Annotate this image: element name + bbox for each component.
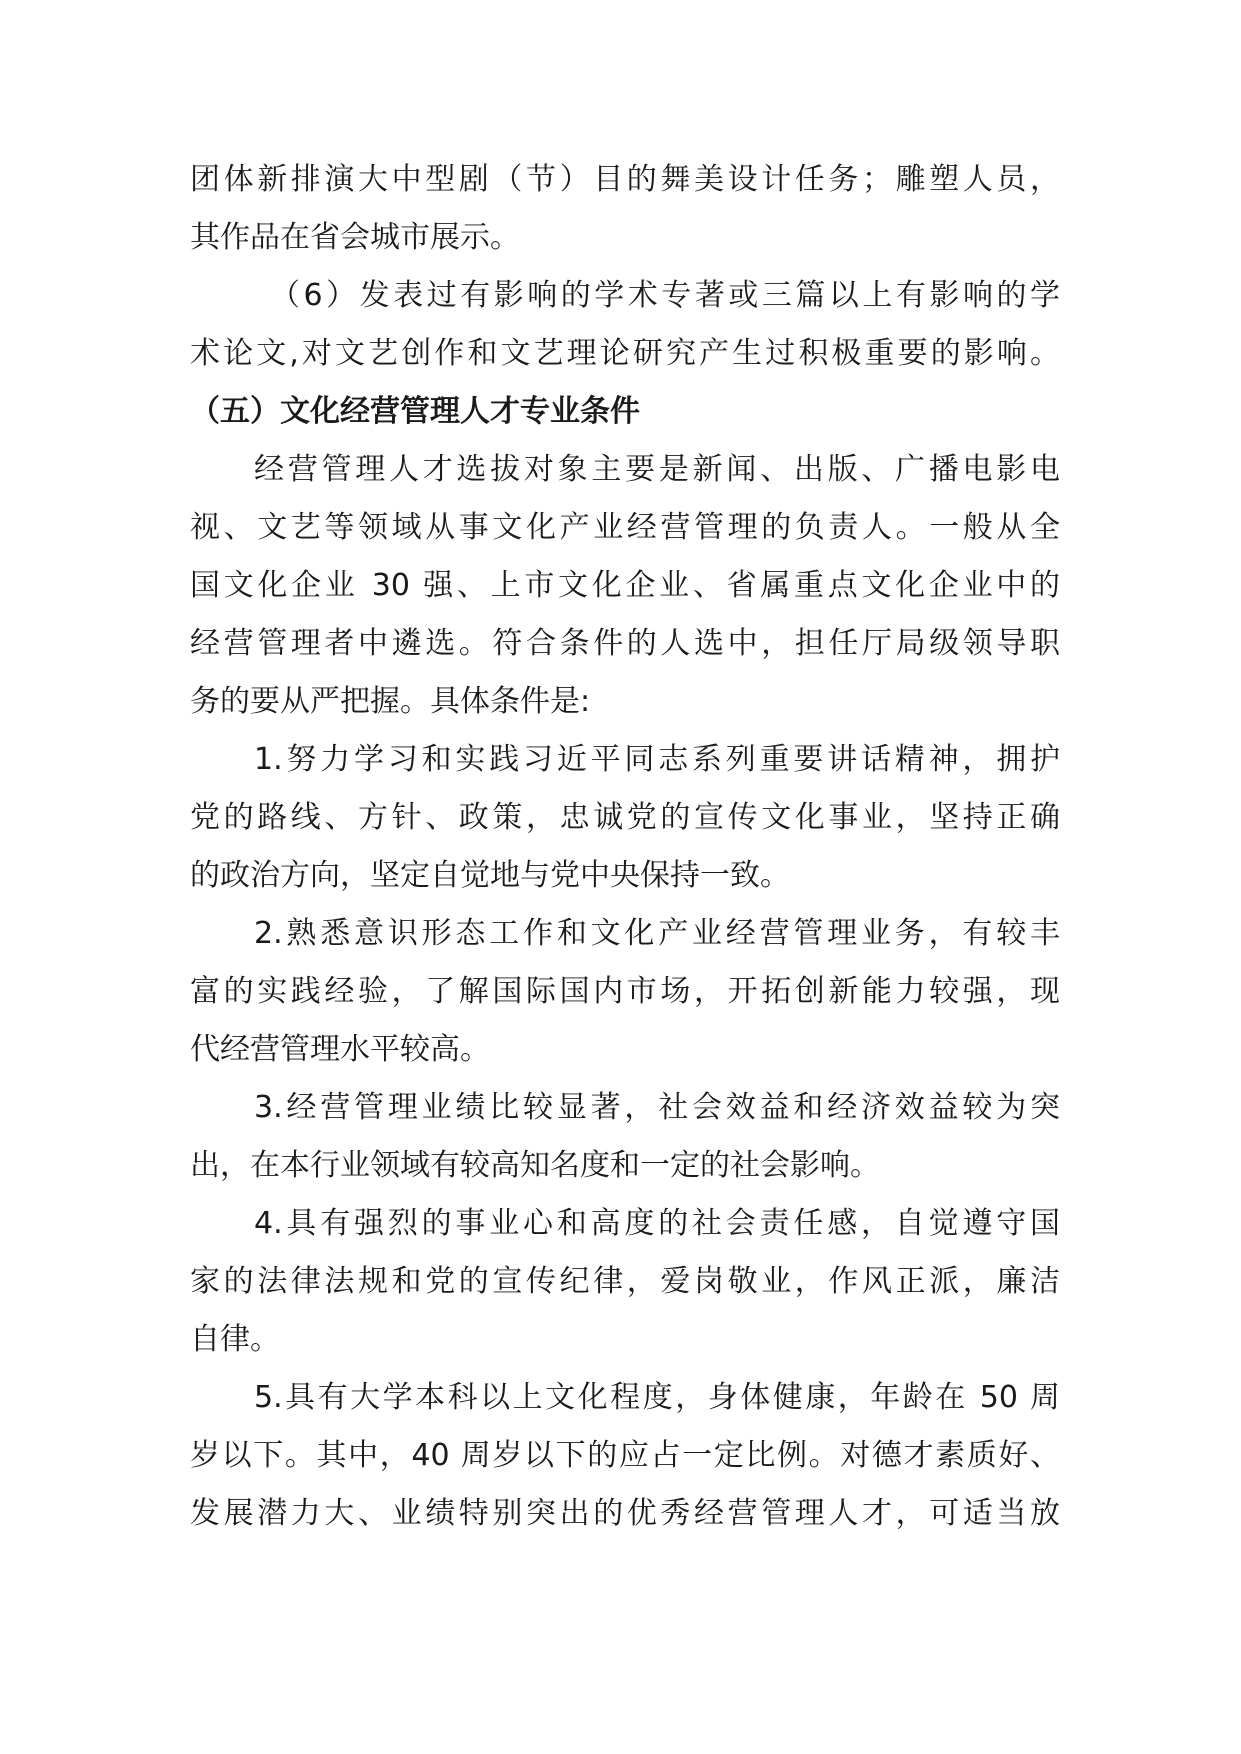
text-line: 术论文,对文艺创作和文艺理论研究产生过积极重要的影响。	[190, 336, 1060, 371]
text-line: 经营管理者中遴选。符合条件的人选中，担任厅局级领导职	[190, 626, 1060, 661]
text-line: 岁以下。其中，40 周岁以下的应占一定比例。对德才素质好、	[190, 1438, 1060, 1473]
text-line: （6）发表过有影响的学术专著或三篇以上有影响的学	[270, 278, 1060, 313]
text-line: 富的实践经验，了解国际国内市场，开拓创新能力较强，现	[190, 974, 1060, 1009]
section-heading: （五）文化经营管理人才专业条件	[190, 394, 640, 429]
text-line: 其作品在省会城市展示。	[190, 220, 520, 255]
text-line: 经营管理人才选拔对象主要是新闻、出版、广播电影电	[254, 452, 1060, 487]
text-line: 的政治方向，坚定自觉地与党中央保持一致。	[190, 858, 790, 893]
text-line: 家的法律法规和党的宣传纪律，爱岗敬业，作风正派，廉洁	[190, 1264, 1060, 1299]
text-line: 1.努力学习和实践习近平同志系列重要讲话精神，拥护	[254, 742, 1060, 777]
text-line: 出，在本行业领域有较高知名度和一定的社会影响。	[190, 1148, 880, 1183]
text-line: 代经营管理水平较高。	[190, 1032, 490, 1067]
text-line: 务的要从严把握。具体条件是:	[190, 684, 591, 719]
text-line: 党的路线、方针、政策，忠诚党的宣传文化事业，坚持正确	[190, 800, 1060, 835]
text-line: 国文化企业 30 强、上市文化企业、省属重点文化企业中的	[190, 568, 1060, 603]
text-line: 4.具有强烈的事业心和高度的社会责任感，自觉遵守国	[254, 1206, 1060, 1241]
text-line: 团体新排演大中型剧（节）目的舞美设计任务；雕塑人员，	[190, 162, 1060, 197]
text-line: 2.熟悉意识形态工作和文化产业经营管理业务，有较丰	[254, 916, 1060, 951]
text-line: 发展潜力大、业绩特别突出的优秀经营管理人才，可适当放	[190, 1496, 1060, 1531]
text-line: 自律。	[190, 1322, 280, 1357]
text-line: 5.具有大学本科以上文化程度，身体健康，年龄在 50 周	[254, 1380, 1060, 1415]
text-line: 3.经营管理业绩比较显著，社会效益和经济效益较为突	[254, 1090, 1060, 1125]
text-line: 视、文艺等领域从事文化产业经营管理的负责人。一般从全	[190, 510, 1060, 545]
